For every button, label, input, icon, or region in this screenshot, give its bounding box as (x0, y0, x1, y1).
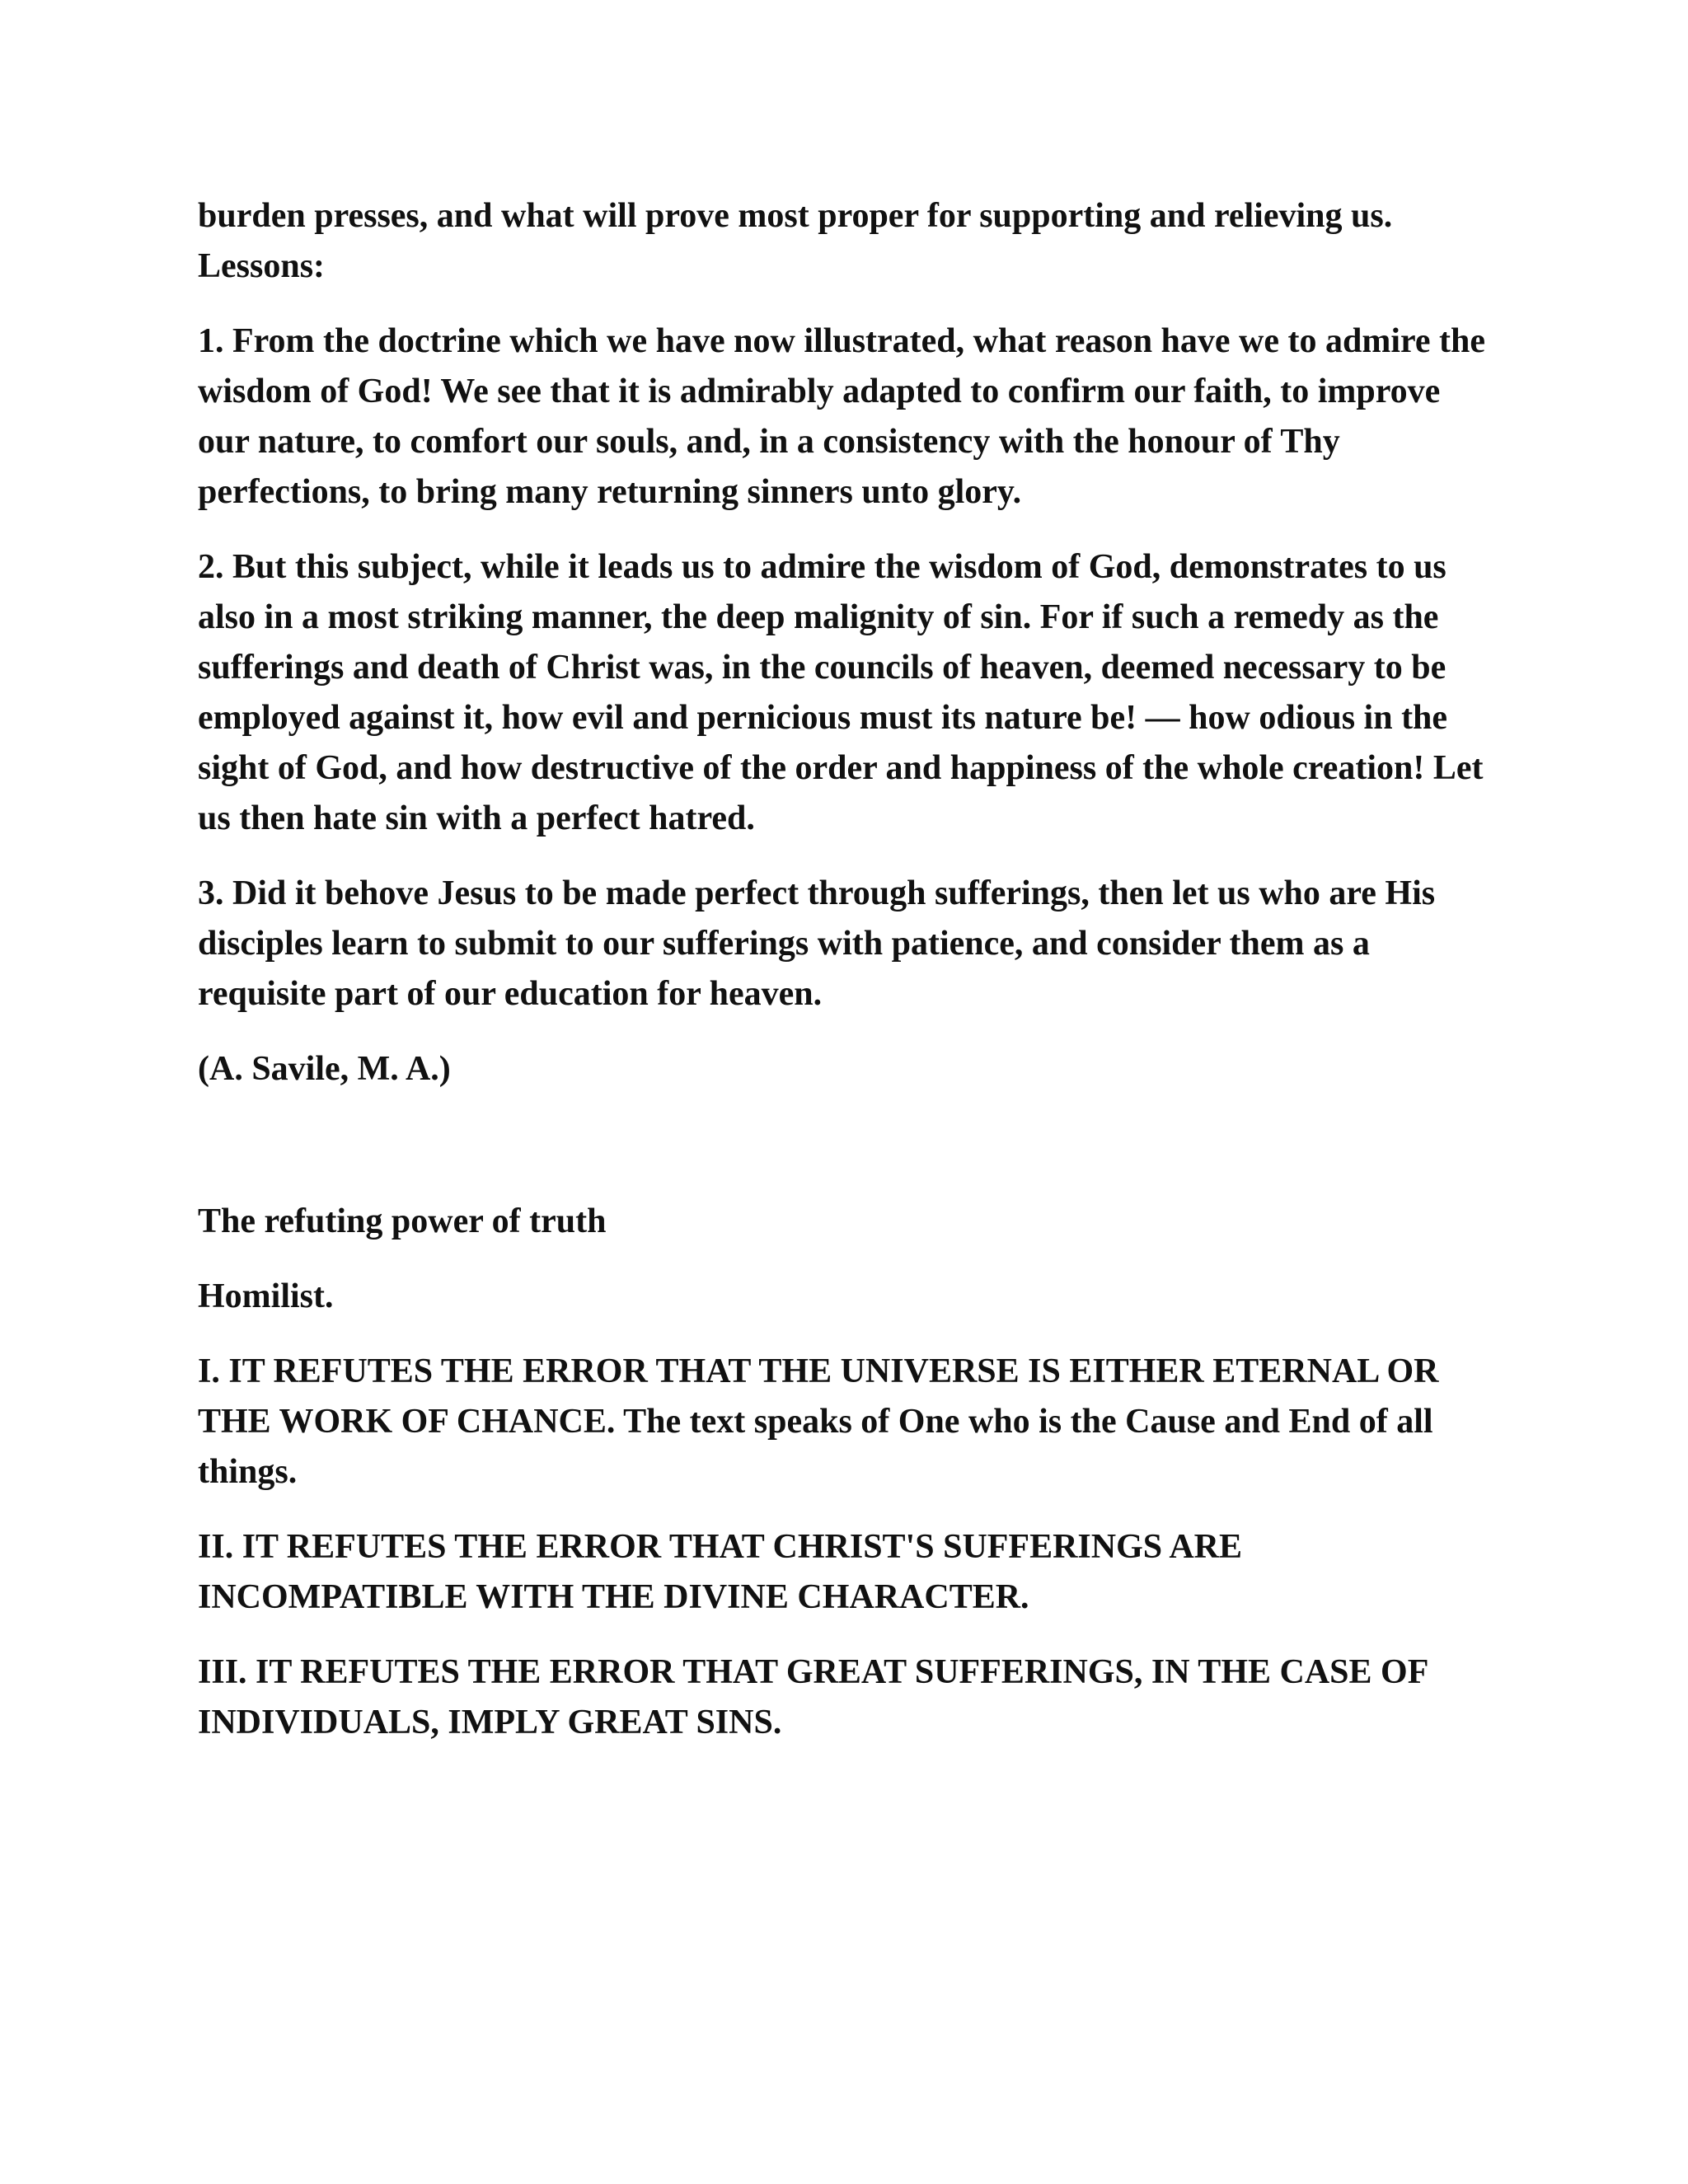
section-spacer (198, 1094, 1500, 1197)
point-1-paragraph: I. IT REFUTES THE ERROR THAT THE UNIVERSE IS EITHER ETERNAL OR THE WORK OF CHANCE. The text speaks of One who is the Cause and End of all things. (198, 1352, 1439, 1491)
attribution: (A. Savile, M. A.) (198, 1050, 451, 1088)
point-3-paragraph: III. IT REFUTES THE ERROR THAT GREAT SUFFERINGS, IN THE CASE OF INDIVIDUALS, IMPLY GREAT SINS. (198, 1653, 1428, 1741)
section-title: The refuting power of truth (198, 1202, 607, 1240)
lesson-2-paragraph: 2. But this subject, while it leads us to admire the wisdom of God, demonstrates to us also in a most striking manner, the deep malignity of sin. For if such a remedy as the sufferings and death of Christ was, in the councils of heaven, deemed necessary to be employed against it, how evil and pernicious must its nature be! — how odious in the sight of God, and how destructive of the order and happiness of the whole creation! Let us then hate sin with a perfect hatred. (198, 548, 1484, 837)
section-source: Homilist. (198, 1277, 334, 1315)
point-2-paragraph: II. IT REFUTES THE ERROR THAT CHRIST'S SUFFERINGS ARE INCOMPATIBLE WITH THE DIVINE CHARACTER. (198, 1528, 1242, 1616)
document-page (198, 191, 1500, 1773)
continuation-paragraph: burden presses, and what will prove most proper for supporting and relieving us. Lessons: (198, 197, 1393, 285)
lesson-3-paragraph: 3. Did it behove Jesus to be made perfect through sufferings, then let us who are His disciples learn to submit to our sufferings with patience, and consider them as a requisite part of our education for heaven. (198, 874, 1436, 1013)
lesson-1-paragraph: 1. From the doctrine which we have now illustrated, what reason have we to admire the wisdom of God! We see that it is admirably adapted to confirm our faith, to improve our nature, to comfort our souls, and, in a consistency with the honour of Thy perfections, to bring many returning sinners unto glory. (198, 322, 1486, 511)
